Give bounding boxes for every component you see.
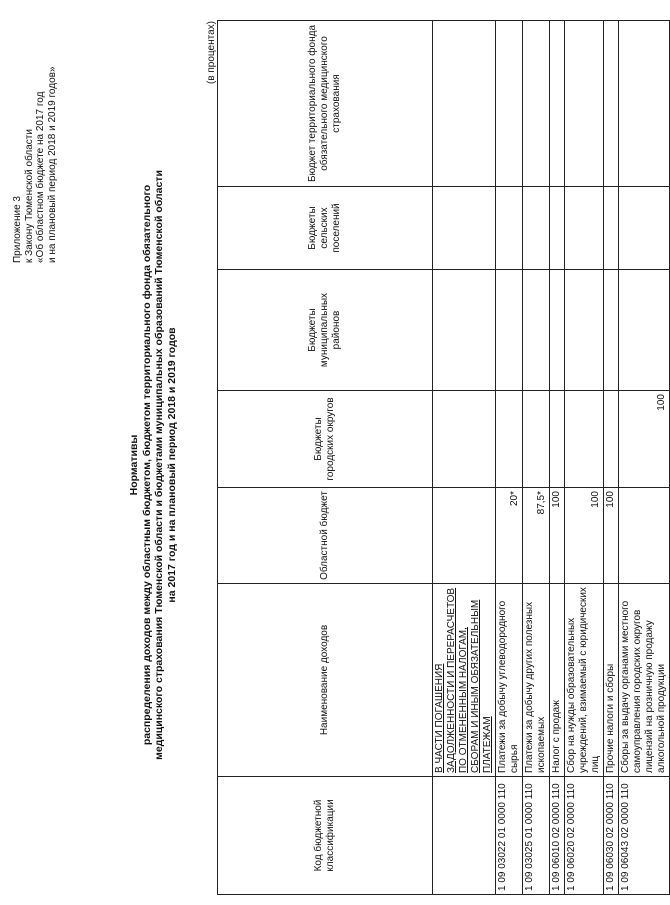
city-districts-cell xyxy=(604,391,619,488)
municipal-districts-cell xyxy=(550,270,565,391)
empty-cell xyxy=(433,488,496,584)
header-health-fund: Бюджет территориального фонда обязательного медицинского страхования xyxy=(218,21,433,187)
code-cell: 1 09 03022 01 0000 110 xyxy=(496,777,523,895)
regional-cell: 20* xyxy=(496,488,523,584)
rural-settlements-cell xyxy=(550,187,565,270)
health-fund-cell xyxy=(604,21,619,187)
city-districts-cell: 100 xyxy=(619,391,670,488)
empty-cell xyxy=(433,391,496,488)
unit-note: (в процентах) xyxy=(206,21,217,85)
code-cell: 1 09 06043 02 0000 110 xyxy=(619,777,670,895)
norms-table xyxy=(217,20,670,895)
health-fund-cell xyxy=(496,21,523,187)
rotated-landscape-content xyxy=(10,15,667,895)
rural-settlements-cell xyxy=(619,187,670,270)
code-cell: 1 09 06010 02 0000 110 xyxy=(550,777,565,895)
name-cell: Налог с продаж xyxy=(550,584,565,777)
header-municipal-districts: Бюджеты муниципальных районов xyxy=(218,270,433,391)
city-districts-cell xyxy=(523,391,550,488)
name-cell: Прочие налоги и сборы xyxy=(604,584,619,777)
table-row xyxy=(565,21,604,895)
empty-cell xyxy=(433,270,496,391)
title-line: распределения доходов между областным бюджетом, бюджетом территориального фонда обязательного xyxy=(140,184,153,746)
name-cell: Платежи за добычу других полезных ископаемых xyxy=(523,584,550,777)
health-fund-cell xyxy=(523,21,550,187)
table-row xyxy=(496,21,523,895)
title-line: на 2017 год и на плановый период 2018 и 2019 годов xyxy=(165,327,178,603)
name-cell: Сбор на нужды образовательных учреждений, взимаемый с юридических лиц xyxy=(565,584,604,777)
header-name: Наименование доходов xyxy=(218,584,433,777)
city-districts-cell xyxy=(565,391,604,488)
title-line: медицинского страхования Тюменской области и бюджетами муниципальных образований Тюменской области xyxy=(153,170,165,760)
table-row xyxy=(550,21,565,895)
municipal-districts-cell xyxy=(604,270,619,391)
table-section-row xyxy=(433,21,496,895)
municipal-districts-cell xyxy=(496,270,523,391)
health-fund-cell xyxy=(619,21,670,187)
code-cell: 1 09 03025 01 0000 110 xyxy=(523,777,550,895)
table-row xyxy=(523,21,550,895)
city-districts-cell xyxy=(496,391,523,488)
code-cell: 1 09 06030 02 0000 110 xyxy=(604,777,619,895)
section-code-cell xyxy=(433,777,496,895)
table-row xyxy=(604,21,619,895)
appendix-line: к Закону Тюменской области xyxy=(23,129,35,263)
regional-cell: 100 xyxy=(565,488,604,584)
header-regional-budget: Областной бюджет xyxy=(218,488,433,584)
table-header-row xyxy=(218,21,433,895)
regional-cell: 100 xyxy=(550,488,565,584)
appendix-reference xyxy=(12,23,58,263)
municipal-districts-cell xyxy=(619,270,670,391)
health-fund-cell xyxy=(550,21,565,187)
table-row xyxy=(619,21,670,895)
municipal-districts-cell xyxy=(565,270,604,391)
header-code: Код бюджетной классификации xyxy=(218,777,433,895)
regional-cell xyxy=(619,488,670,584)
rural-settlements-cell xyxy=(523,187,550,270)
regional-cell: 100 xyxy=(604,488,619,584)
code-cell: 1 09 06020 02 0000 110 xyxy=(565,777,604,895)
title-line: Нормативы xyxy=(128,434,140,496)
appendix-line: Приложение 3 xyxy=(12,196,23,263)
document-title xyxy=(128,95,178,835)
name-cell: Сборы за выдачу органами местного самоуправления городских округов лицензий на розничную продажу алкогольной продукции xyxy=(619,584,670,777)
rural-settlements-cell xyxy=(565,187,604,270)
section-heading: В ЧАСТИ ПОГАШЕНИЯ ЗАДОЛЖЕННОСТИ И ПЕРЕРАСЧЕТОВ ПО ОТМЕНЕННЫМ НАЛОГАМ, СБОРАМ И ИНЫМ ОБЯЗАТЕЛЬНЫМ ПЛАТЕЖАМ xyxy=(433,584,496,777)
header-city-districts: Бюджеты городских округов xyxy=(218,391,433,488)
name-cell: Платежи за добычу углеводородного сырья xyxy=(496,584,523,777)
rural-settlements-cell xyxy=(496,187,523,270)
municipal-districts-cell xyxy=(523,270,550,391)
rural-settlements-cell xyxy=(604,187,619,270)
health-fund-cell xyxy=(565,21,604,187)
appendix-line: «Об областном бюджете на 2017 год xyxy=(35,91,46,263)
empty-cell xyxy=(433,21,496,187)
appendix-line: и на плановый период 2018 и 2019 годов» xyxy=(46,66,58,263)
city-districts-cell xyxy=(550,391,565,488)
header-rural-settlements: Бюджеты сельских поселений xyxy=(218,187,433,270)
regional-cell: 87,5* xyxy=(523,488,550,584)
empty-cell xyxy=(433,187,496,270)
